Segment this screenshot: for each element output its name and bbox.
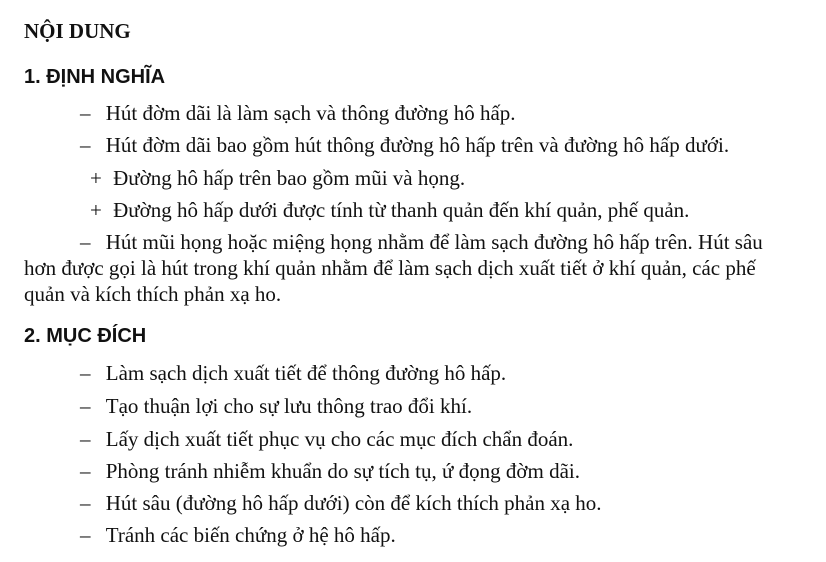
purpose-heading: 2. MỤC ĐÍCH — [24, 325, 147, 347]
bullet-dash: – — [80, 491, 91, 515]
definition-heading: 1. ĐỊNH NGHĨA — [24, 66, 166, 88]
bullet-dash: – — [80, 427, 91, 451]
definition-item-text: Hút đờm dãi là làm sạch và thông đường hô hấp. — [105, 101, 516, 125]
bullet-dash: – — [80, 523, 91, 547]
purpose-item — [80, 490, 602, 516]
definition-item — [80, 100, 516, 126]
purpose-item — [80, 522, 396, 548]
purpose-item-text: Hút sâu (đường hô hấp dưới) còn để kích thích phản xạ ho. — [105, 491, 602, 515]
definition-paragraph-line-3: quản và kích thích phản xạ ho. — [24, 282, 282, 306]
definition-subitem — [90, 165, 465, 191]
bullet-dash: – — [80, 361, 91, 385]
purpose-item — [80, 458, 580, 484]
section-title: NỘI DUNG — [24, 19, 131, 43]
purpose-item-text: Tránh các biến chứng ở hệ hô hấp. — [105, 523, 396, 547]
bullet-dash: – — [80, 133, 91, 157]
bullet-plus: + — [90, 198, 102, 222]
definition-item-text: Hút đờm dãi bao gồm hút thông đường hô hấp trên và đường hô hấp dưới. — [105, 133, 730, 157]
definition-subitem-text: Đường hô hấp trên bao gồm mũi và họng. — [113, 166, 466, 190]
purpose-item-text: Tạo thuận lợi cho sự lưu thông trao đổi khí. — [105, 394, 473, 418]
bullet-dash: – — [80, 394, 91, 418]
definition-subitem-text: Đường hô hấp dưới được tính từ thanh quản đến khí quản, phế quản. — [113, 198, 690, 222]
purpose-item-text: Phòng tránh nhiễm khuẩn do sự tích tụ, ứ đọng đờm dãi. — [105, 459, 580, 483]
paragraph-text: Hút mũi họng hoặc miệng họng nhằm để làm sạch đường hô hấp trên. Hút sâu — [105, 230, 763, 254]
purpose-item-text: Làm sạch dịch xuất tiết để thông đường hô hấp. — [105, 361, 507, 385]
bullet-plus: + — [90, 166, 102, 190]
purpose-item — [80, 426, 573, 452]
purpose-item — [80, 393, 472, 419]
definition-paragraph-line-2: hơn được gọi là hút trong khí quản nhằm để làm sạch dịch xuất tiết ở khí quản, các phế — [24, 256, 756, 280]
purpose-item-text: Lấy dịch xuất tiết phục vụ cho các mục đích chẩn đoán. — [105, 427, 574, 451]
bullet-dash: – — [80, 459, 91, 483]
definition-subitem — [90, 197, 689, 223]
bullet-dash: – — [80, 101, 91, 125]
definition-item — [80, 132, 729, 158]
definition-paragraph-line-1 — [80, 229, 763, 255]
purpose-item — [80, 360, 506, 386]
bullet-dash: – — [80, 230, 91, 254]
